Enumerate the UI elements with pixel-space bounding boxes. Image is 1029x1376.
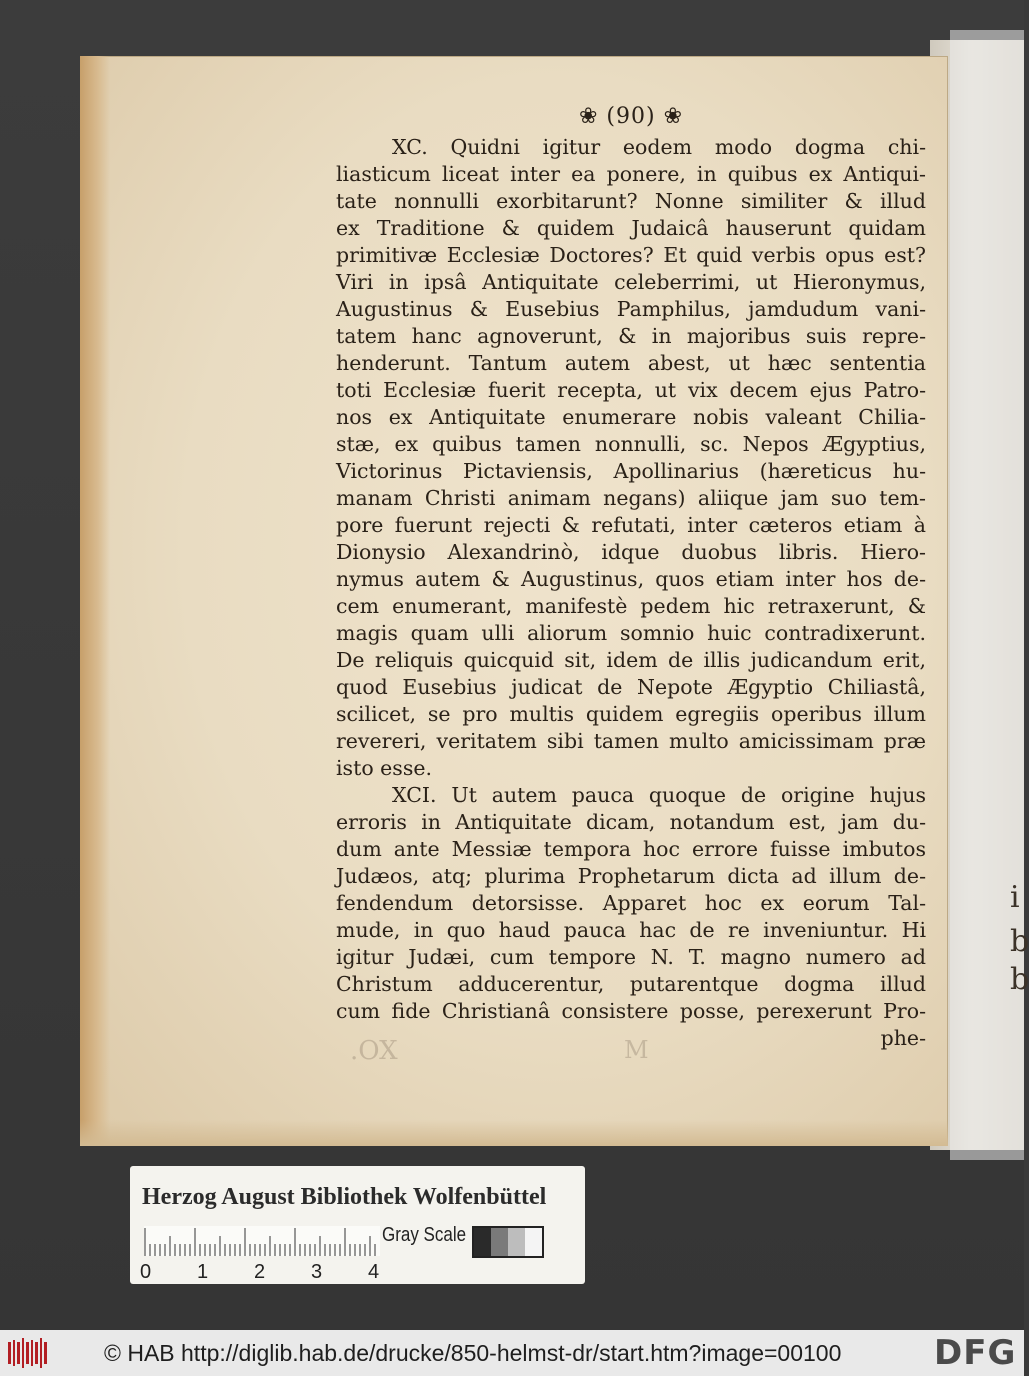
text-line: Victorinus Pictaviensis, Apollinarius (hæreticus hu- — [336, 459, 926, 483]
ruler-number: 3 — [311, 1261, 323, 1283]
dfg-logo: DFG — [934, 1333, 1017, 1373]
ruler-number: 1 — [197, 1261, 209, 1283]
hab-logo-icon — [8, 1338, 48, 1368]
card-title: Herzog August Bibliothek Wolfenbüttel — [142, 1184, 547, 1210]
text-line: scilicet, se pro multis quidem egregiis operibus illum — [336, 702, 926, 726]
copyright-url: © HAB http://diglib.hab.de/drucke/850-helmst-dr/start.htm?image=00100 — [104, 1340, 842, 1366]
text-line: revereri, veritatem sibi tamen multo amicissimam præ — [336, 729, 926, 753]
ruler-number: 4 — [368, 1261, 380, 1283]
text-line: Viri in ipsâ Antiquitate celeberrimi, ut Hieronymus, — [336, 270, 926, 294]
text-line: manam Christi animam negans) aliique jam suo tem- — [336, 486, 926, 510]
page-gutter — [80, 56, 110, 1146]
text-line: fendendum detorsisse. Apparet hoc ex eorum Tal- — [336, 891, 926, 915]
text-line: XCI. Ut autem pauca quoque de origine hujus — [392, 783, 926, 807]
text-line: tatem hanc agnoverunt, & in majoribus suis repre- — [336, 324, 926, 348]
text-line: magis quam ulli aliorum somnio huic contradixerunt. — [336, 621, 926, 645]
calibration-card — [130, 1166, 585, 1284]
text-line: tate nonnulli exorbitarunt? Nonne similiter & illud — [336, 189, 926, 213]
text-line: Christum adducerentur, putarentque dogma illud — [336, 972, 926, 996]
text-line: liasticum liceat inter ea ponere, in quibus ex Antiqui- — [336, 162, 926, 186]
text-lines — [336, 134, 926, 1025]
text-line: Dionysio Alexandrinò, idque duobus libris. Hiero- — [336, 540, 926, 564]
text-line: nos ex Antiquitate enumerare nobis valeant Chilia- — [336, 405, 926, 429]
text-line: primitivæ Ecclesiæ Doctores? Et quid verbis opus est? — [336, 243, 926, 267]
edge-letter: b — [1010, 924, 1029, 959]
show-through-text: .OX — [350, 1036, 398, 1066]
footer-bar — [0, 1330, 1024, 1376]
signature-mark: M — [624, 1036, 649, 1064]
text-line: henderunt. Tantum autem abest, ut hæc sententia — [336, 351, 926, 375]
page-bottom-shadow — [80, 1120, 948, 1146]
text-line: cem enumerant, manifestè pedem hic retraxerunt, & — [336, 594, 926, 618]
text-line: XC. Quidni igitur eodem modo dogma chi- — [392, 135, 926, 159]
gray-patch — [491, 1228, 508, 1256]
text-line: pore fuerunt rejecti & refutati, inter cæteros etiam à — [336, 513, 926, 537]
edge-letter: i — [1010, 880, 1020, 915]
page-header: ❀ (90) ❀ — [578, 104, 683, 129]
text-line: nymus autem & Augustinus, quos etiam inter hos de- — [336, 567, 926, 591]
gray-scale-swatch — [472, 1226, 544, 1258]
ruler-scale — [144, 1226, 380, 1256]
text-line: dum ante Messiæ tempora hoc errore fuisse imbutos — [336, 837, 926, 861]
text-line: quod Eusebius judicat de Nepote Ægyptio Chiliastâ, — [336, 675, 926, 699]
text-line: erroris in Antiquitate dicam, notandum est, jam du- — [336, 810, 926, 834]
gray-patch — [474, 1228, 491, 1256]
catchword: phe- — [880, 1026, 926, 1050]
text-line: isto esse. — [336, 756, 432, 780]
edge-letter: b — [1010, 962, 1029, 997]
text-line: Augustinus & Eusebius Pamphilus, jamdudum vani- — [336, 297, 926, 321]
ruler-number: 2 — [254, 1261, 266, 1283]
text-line: De reliquis quicquid sit, idem de illis judicandum erit, — [336, 648, 926, 672]
text-line: mude, in quo haud pauca hac de re inveniuntur. Hi — [336, 918, 926, 942]
gray-patch — [525, 1228, 542, 1256]
ruler-number: 0 — [140, 1261, 152, 1283]
text-line: igitur Judæi, cum tempore N. T. magno numero ad — [336, 945, 926, 969]
text-line: stæ, ex quibus tamen nonnulli, sc. Nepos Ægyptius, — [336, 432, 926, 456]
text-line: Judæos, atq; plurima Prophetarum dicta ad illum de- — [336, 864, 926, 888]
text-line: toti Ecclesiæ fuerit recepta, ut vix decem ejus Patro- — [336, 378, 926, 402]
text-line: ex Traditione & quidem Judaicâ hauserunt quidam — [336, 216, 926, 240]
page-text — [336, 100, 926, 1052]
gray-patch — [508, 1228, 525, 1256]
gray-scale-label: Gray Scale — [382, 1224, 467, 1246]
text-line: cum fide Christianâ consistere posse, perexerunt Pro- — [336, 999, 926, 1023]
